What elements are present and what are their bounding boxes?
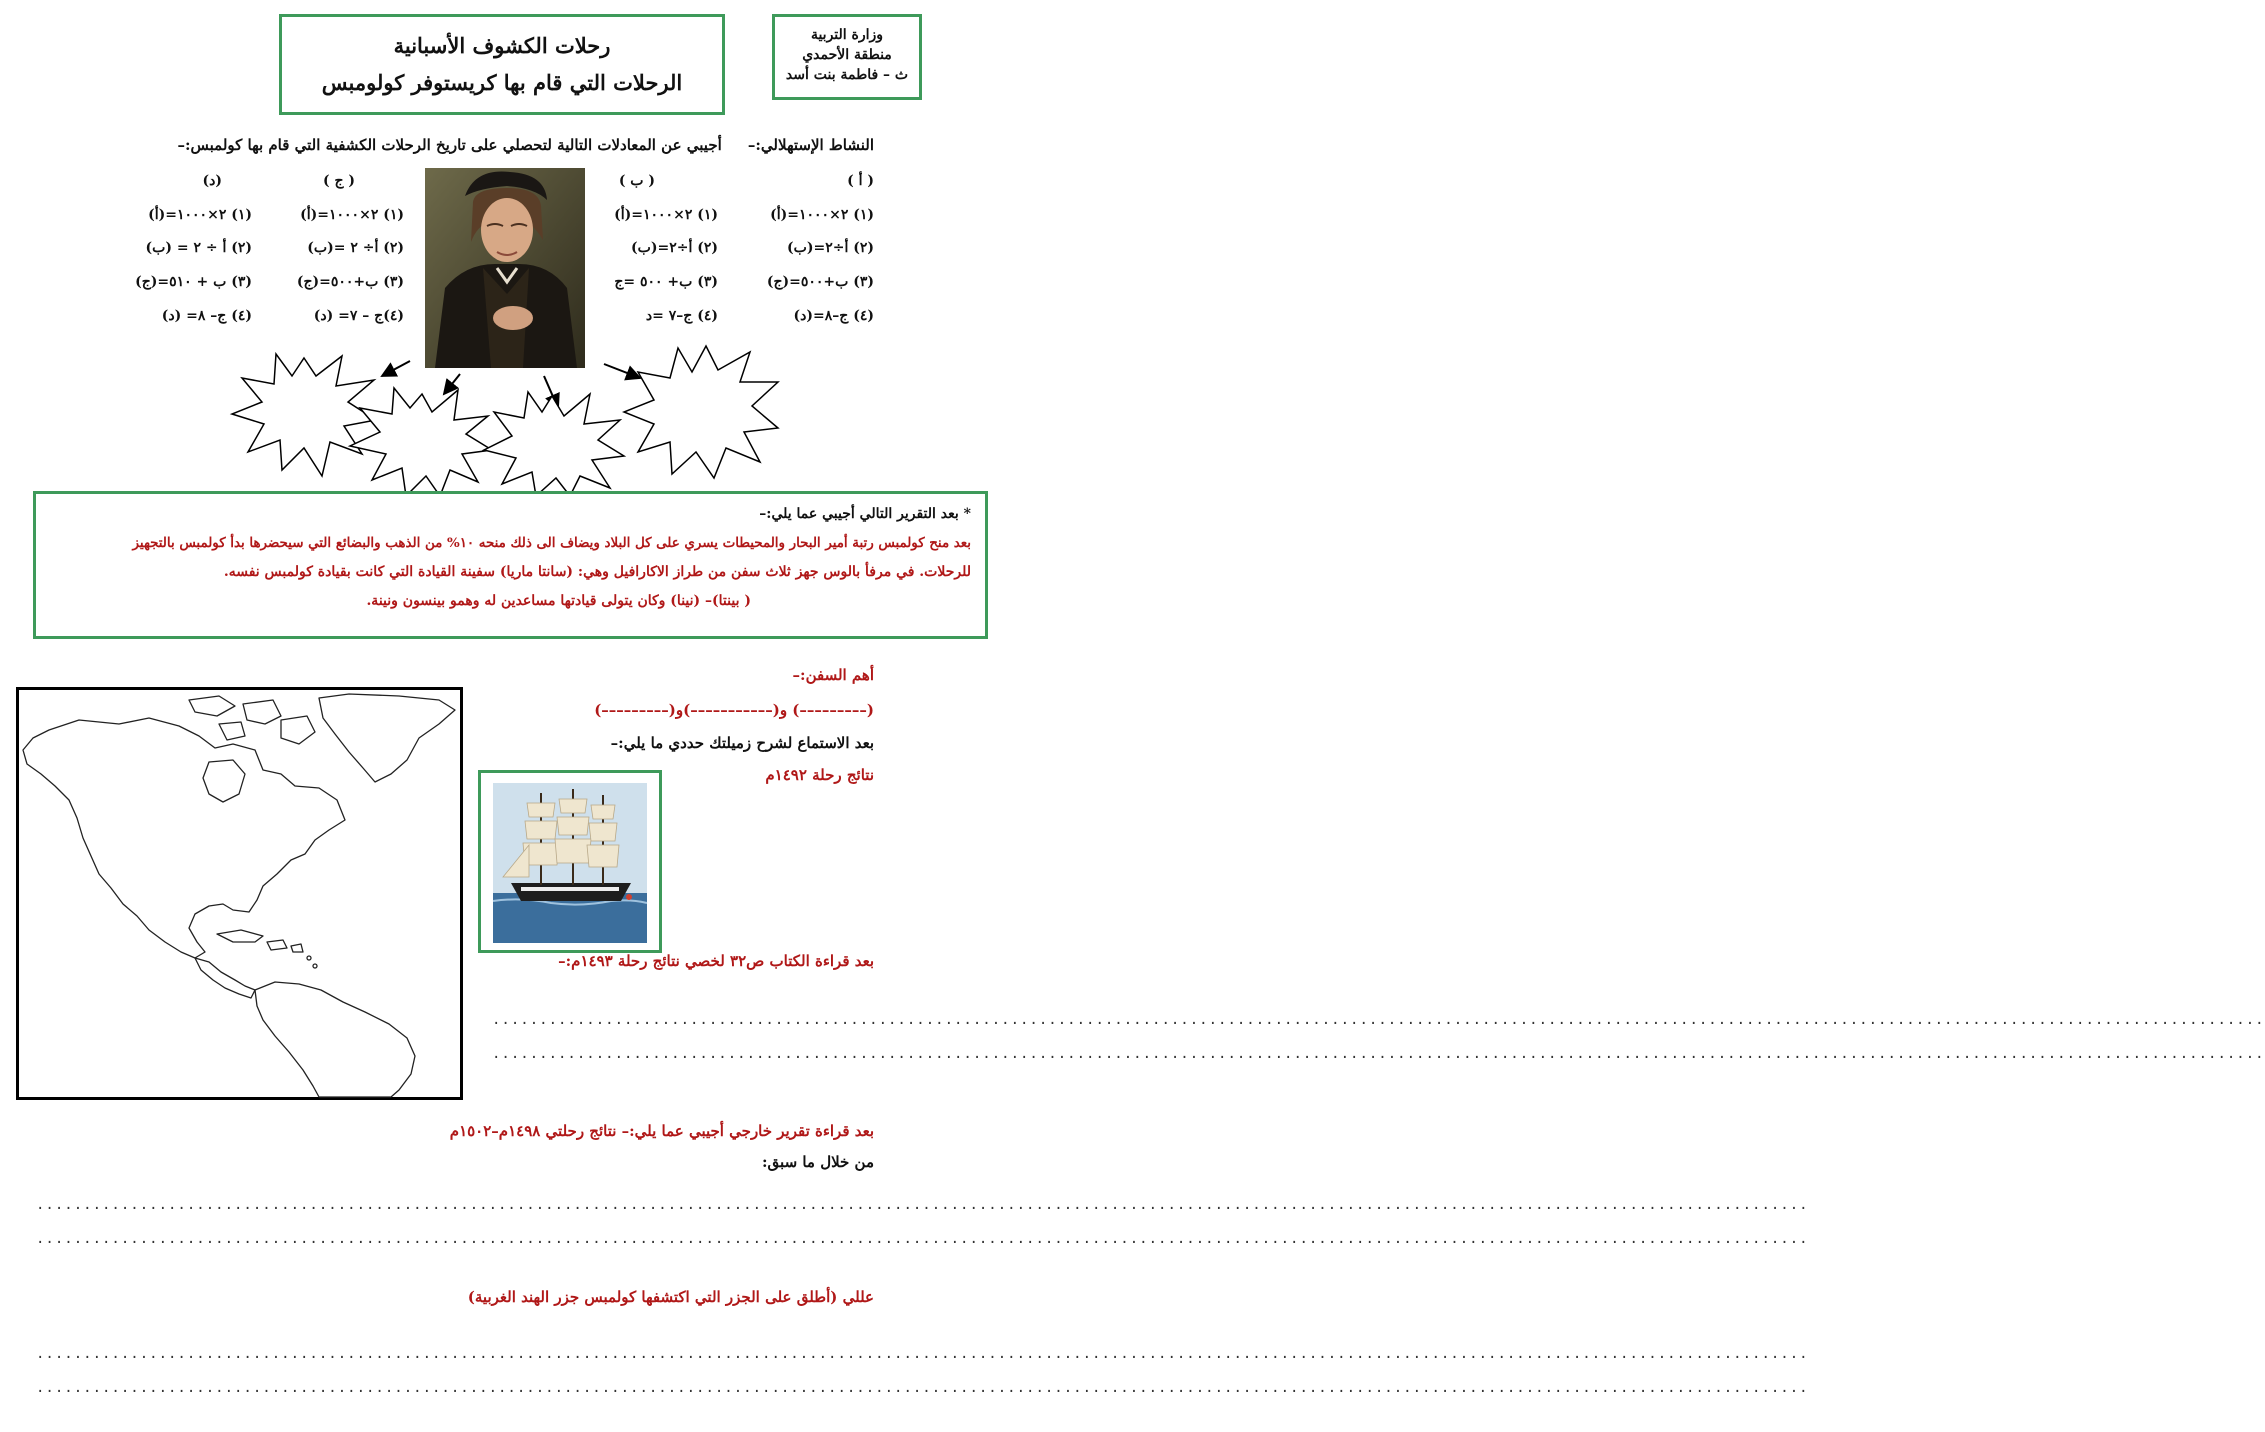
from-above-label: من خلال ما سبق: — [762, 1153, 874, 1171]
page-title: رحلات الكشوف الأسبانية — [393, 33, 611, 58]
title-box — [279, 14, 725, 115]
equation-c-3: (٣) ب+٥٠٠=(ج) — [296, 274, 404, 290]
activity-label: النشاط الإستهلالي:– — [747, 136, 874, 154]
starburst-3 — [484, 392, 624, 496]
ministry-line-1: وزارة التربية — [810, 27, 884, 43]
report-heading: * بعد التقرير التالي أجيبي عما يلي:– — [759, 506, 971, 522]
report-paragraph-2: للرحلات. في مرفأ بالوس جهز ثلاث سفن من طراز الاكارافيل وهي: (سانتا ماريا) سفينة القيادة التي كانت بقيادة كولمبس نفسه. — [223, 564, 971, 580]
report-paragraph-3: ( بينتا)– (نينا) وكان يتولى قيادتها مساعدين له وهمو بينسون ونينة. — [366, 593, 751, 609]
answer-dots-4[interactable]: ............................................................................................................................................................................................ — [36, 1231, 1809, 1247]
equation-header-c: ( ج ) — [322, 173, 355, 189]
equation-c-2: (٢) أ÷ ٢ =(ب) — [307, 240, 404, 256]
cuba-shape — [217, 930, 263, 942]
answer-dots-1[interactable]: ............................................................................................................................................................................................ — [492, 1012, 2265, 1028]
equation-b-4: (٤) ج–٧ =د — [645, 308, 718, 324]
equation-d-1: (١) ٢×١٠٠٠=(أ) — [148, 207, 252, 223]
answer-dots-5[interactable]: ............................................................................................................................................................................................ — [36, 1346, 1809, 1362]
page-subtitle: الرحلات التي قام بها كريستوفر كولومبس — [321, 70, 683, 95]
north-america-shape — [23, 718, 345, 958]
equation-d-4: (٤) ج– ٨= (د) — [161, 308, 252, 324]
starburst-4 — [624, 346, 778, 478]
arrow-to-burst-4 — [604, 364, 640, 378]
answer-dots-3[interactable]: ............................................................................................................................................................................................ — [36, 1197, 1809, 1213]
equation-b-2: (٢) أ÷٢=(ب) — [631, 240, 718, 256]
equation-b-3: (٣) ب+ ٥٠٠ =ج — [614, 274, 718, 290]
equation-d-3: (٣) ب + ٥١٠=(ج) — [135, 274, 252, 290]
equation-a-3: (٣) ب+٥٠٠=(ج) — [766, 274, 874, 290]
sailing-ship-image — [481, 773, 659, 950]
ministry-box — [772, 14, 922, 100]
equation-c-1: (١) ٢×١٠٠٠=(أ) — [300, 207, 404, 223]
report-box — [33, 491, 988, 639]
explain-question: عللي (أطلق على الجزر التي اكتشفها كولمبس جزر الهند الغربية) — [467, 1288, 874, 1306]
activity-instruction: أجيبي عن المعادلات التالية لتحصلي على تاريخ الرحلات الكشفية التي قام بها كولمبس:– — [177, 136, 722, 154]
equation-c-4: (٤)ج – ٧= (د) — [313, 308, 404, 324]
book-summary-label: بعد قراءة الكتاب ص٣٢ لخصي نتائج رحلة ١٤٩٣م:– — [558, 952, 874, 970]
results-1492-label: نتائج رحلة ١٤٩٢م — [765, 766, 874, 784]
external-report-label: بعد قراءة تقرير خارجي أجيبي عما يلي:– نتائج رحلتي ١٤٩٨م–١٥٠٢م — [449, 1122, 874, 1140]
report-paragraph-1: بعد منح كولمبس رتبة أمير البحار والمحيطات يسري على كل البلاد ويضاف الى ذلك منحه ١٠% من الذهب والبضائع التي سيحضرها بدأ كولمبس بالتجهيز — [132, 535, 971, 551]
starburst-2 — [350, 388, 492, 496]
equation-header-b: ( ب ) — [618, 173, 655, 189]
equation-a-1: (١) ٢×١٠٠٠=(أ) — [770, 207, 874, 223]
activity-line — [177, 136, 874, 154]
ministry-line-2: منطقة الأحمدي — [802, 47, 892, 63]
equation-b-1: (١) ٢×١٠٠٠=(أ) — [614, 207, 718, 223]
answer-dots-6[interactable]: ............................................................................................................................................................................................ — [36, 1380, 1809, 1396]
ships-label: أهم السفن:– — [792, 666, 874, 684]
ship-image-frame — [478, 770, 662, 953]
equation-header-d: (د) — [202, 173, 222, 189]
ships-blanks: (–––––––––) و(–––––––––––)و(–––––––––) — [594, 701, 874, 719]
starburst-1 — [232, 354, 376, 476]
answer-dots-2[interactable]: ............................................................................................................................................................................................ — [492, 1046, 2265, 1062]
equation-a-4: (٤) ج–٨=(د) — [793, 308, 874, 324]
equation-a-2: (٢) أ÷٢=(ب) — [787, 240, 874, 256]
greenland-shape — [319, 694, 455, 782]
south-america-shape — [255, 982, 415, 1097]
equation-d-2: (٢) أ ÷ ٢ = (ب) — [145, 240, 252, 256]
answer-starbursts — [226, 336, 786, 496]
arrow-to-burst-1 — [382, 361, 410, 376]
ministry-line-3: ث – فاطمة بنت أسد — [785, 67, 909, 83]
americas-map-outline — [19, 690, 460, 1097]
americas-map — [16, 687, 463, 1100]
equation-header-a: ( أ ) — [847, 173, 874, 189]
listen-label: بعد الاستماع لشرح زميلتك حددي ما يلي:– — [610, 734, 874, 752]
